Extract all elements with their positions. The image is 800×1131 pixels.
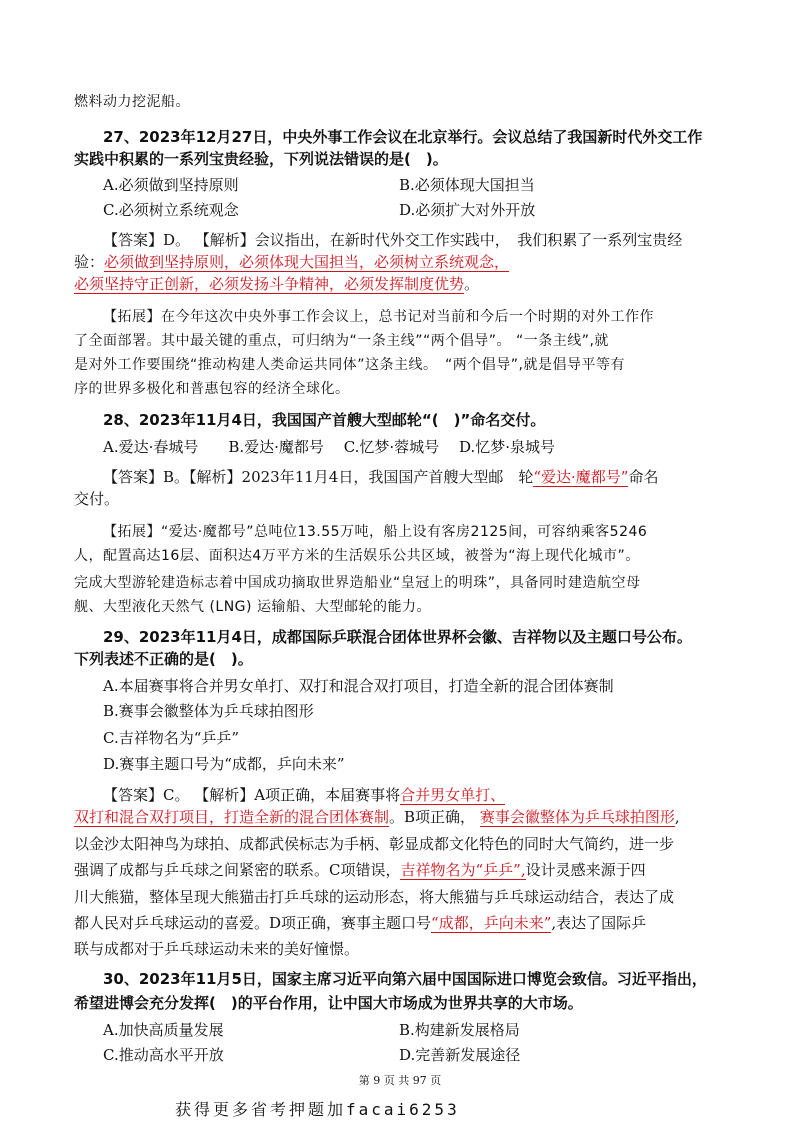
question-28-stem: 28、2023年11月4日，我国国产首艘大型邮轮“( )”命名交付。: [103, 411, 546, 429]
extension-28-cont: 完成大型游轮建造标志着中国成功摘取世界造船业“皇冠上的明珠”，具备同时建造航空母: [74, 575, 641, 591]
text-fragment: ,表达了国际乒: [551, 914, 647, 932]
extension-28-cont: 人，配置高达16层、面积达4万平方米的生活娱乐公共区域，被誉为“海上现代化城市”。: [74, 548, 640, 564]
question-29-stem: 29、2023年11月4日，成都国际乒联混合团体世界杯会徽、吉祥物以及主题口号公布。: [103, 628, 692, 646]
highlight-text: 赛事会徽整体为乒乓球拍图形: [479, 808, 675, 826]
question-30-option-a: A.加快高质量发展: [103, 1021, 224, 1039]
highlight-text: 合并男女单打、: [400, 786, 506, 804]
question-28-options: A.爱达·春城号 B.爱达·魔都号 C.忆梦·蓉城号 D.忆梦·泉城号: [103, 438, 555, 456]
text-fragment: 【答案】B。【解析】2023年11月4日，我国国产首艘大型邮 轮: [103, 468, 534, 486]
answer-29-cont: 川大熊猫，整体呈现大熊猫击打乒乓球的运动形态，将大熊猫与乒乓球运动结合，表达了成: [74, 888, 675, 906]
question-27-stem: 27、2023年12月27日，中央外事工作会议在北京举行。会议总结了我国新时代外交工作: [103, 128, 703, 146]
text-fragment: 【答案】C。 【解析】A项正确，本届赛事将: [103, 786, 401, 804]
text-fragment: 设计灵感来源于四: [525, 861, 646, 879]
answer-27: 【答案】D。 【解析】会议指出，在新时代外交工作实践中， 我们积累了一系列宝贵经: [103, 231, 683, 249]
answer-29-cont: 以金沙太阳神鸟为球拍、成都武侯标志为手柄、彰显成都文化特色的同时大气简约，进一步: [74, 835, 675, 853]
text-fragment: 都人民对乒乓球运动的喜爱。D项正确，赛事主题口号: [74, 914, 432, 932]
question-30-option-b: B.构建新发展格局: [399, 1021, 520, 1039]
extension-27: 【拓展】在今年这次中央外事工作会议上，总书记对当前和今后一个时期的对外工作作: [103, 309, 654, 325]
answer-29-cont: [74, 912, 646, 934]
highlight-text: 必须做到坚持原则，必须体现大国担当，必须树立系统观念，: [104, 253, 510, 271]
extension-27-cont: 序的世界多极化和普惠包容的经济全球化。: [74, 381, 350, 397]
question-29-stem-cont: 下列表述不正确的是( )。: [74, 650, 253, 668]
answer-27-cont: [74, 251, 509, 273]
text-fragment: ,: [674, 808, 680, 826]
answer-29-cont: [74, 859, 646, 881]
text-fragment: 。: [464, 275, 480, 293]
question-30-stem-cont: 希望进博会充分发挥( )的平台作用，让中国大市场成为世界共享的大市场。: [74, 994, 583, 1012]
question-27-option-c: C.必须树立系统观念: [103, 201, 239, 219]
extension-27-cont: 是对外工作要围绕“推动构建人类命运共同体”这条主线。 “两个倡导”,就是倡导平等有: [74, 357, 625, 373]
text-line: 燃料动力挖泥船。: [74, 94, 190, 110]
question-30-option-c: C.推动高水平开放: [103, 1046, 224, 1064]
question-29-option-c: C.吉祥物名为“乒乒”: [103, 729, 240, 747]
highlight-text: 必须坚持守正创新，必须发扬斗争精神，必须发挥制度优势: [74, 275, 465, 293]
highlight-text: “成都，乒向未来”: [431, 914, 552, 932]
highlight-text: 双打和混合双打项目，打造全新的混合团体赛制: [74, 808, 390, 826]
text-fragment: 强调了成都与乒乓球之间紧密的联系。C项错误，: [74, 861, 401, 879]
question-27-stem-cont: 实践中积累的一系列宝贵经验，下列说法错误的是( )。: [74, 150, 448, 168]
answer-29: [103, 784, 505, 806]
question-27-option-a: A.必须做到坚持原则: [103, 176, 239, 194]
answer-28: [103, 466, 658, 488]
text-fragment: 命名: [628, 468, 659, 486]
question-30-option-d: D.完善新发展途径: [399, 1046, 521, 1064]
question-27-option-d: D.必须扩大对外开放: [399, 201, 536, 219]
question-29-option-b: B.赛事会徽整体为乒乓球拍图形: [103, 702, 314, 720]
answer-27-cont: [74, 273, 479, 295]
text-fragment: 。B项正确，: [389, 808, 476, 826]
answer-29-cont: 联与成都对于乒乓球运动未来的美好憧憬。: [74, 940, 360, 958]
highlight-text: 吉祥物名为“乒乒”,: [400, 861, 526, 879]
extension-28: 【拓展】“爱达·魔都号”总吨位13.55万吨，船上设有客房2125间，可容纳乘客5246: [103, 524, 648, 540]
highlight-text: “爱达·魔都号”: [533, 468, 629, 486]
page-number: 第 9 页 共 97 页: [358, 1074, 442, 1087]
answer-29-cont: [74, 806, 680, 828]
question-29-option-d: D.赛事主题口号为“成都，乒向未来”: [103, 755, 345, 773]
extension-27-cont: 了全面部署。其中最关键的重点，可归纳为“一条主线”“两个倡导”。 “一条主线”,就: [74, 333, 609, 349]
footer-note: 获得更多省考押题加facai6253: [175, 1100, 460, 1119]
text-fragment: 验：: [74, 253, 105, 271]
question-29-option-a: A.本届赛事将合并男女单打、双打和混合双打项目，打造全新的混合团体赛制: [103, 677, 614, 695]
question-30-stem: 30、2023年11月5日，国家主席习近平向第六届中国国际进口博览会致信。习近平指出，: [103, 970, 707, 988]
answer-28-cont: 交付。: [74, 490, 120, 508]
question-27-option-b: B.必须体现大国担当: [399, 176, 535, 194]
extension-28-cont: 舰、大型液化天然气 (LNG) 运输船、大型邮轮的能力。: [74, 599, 431, 615]
